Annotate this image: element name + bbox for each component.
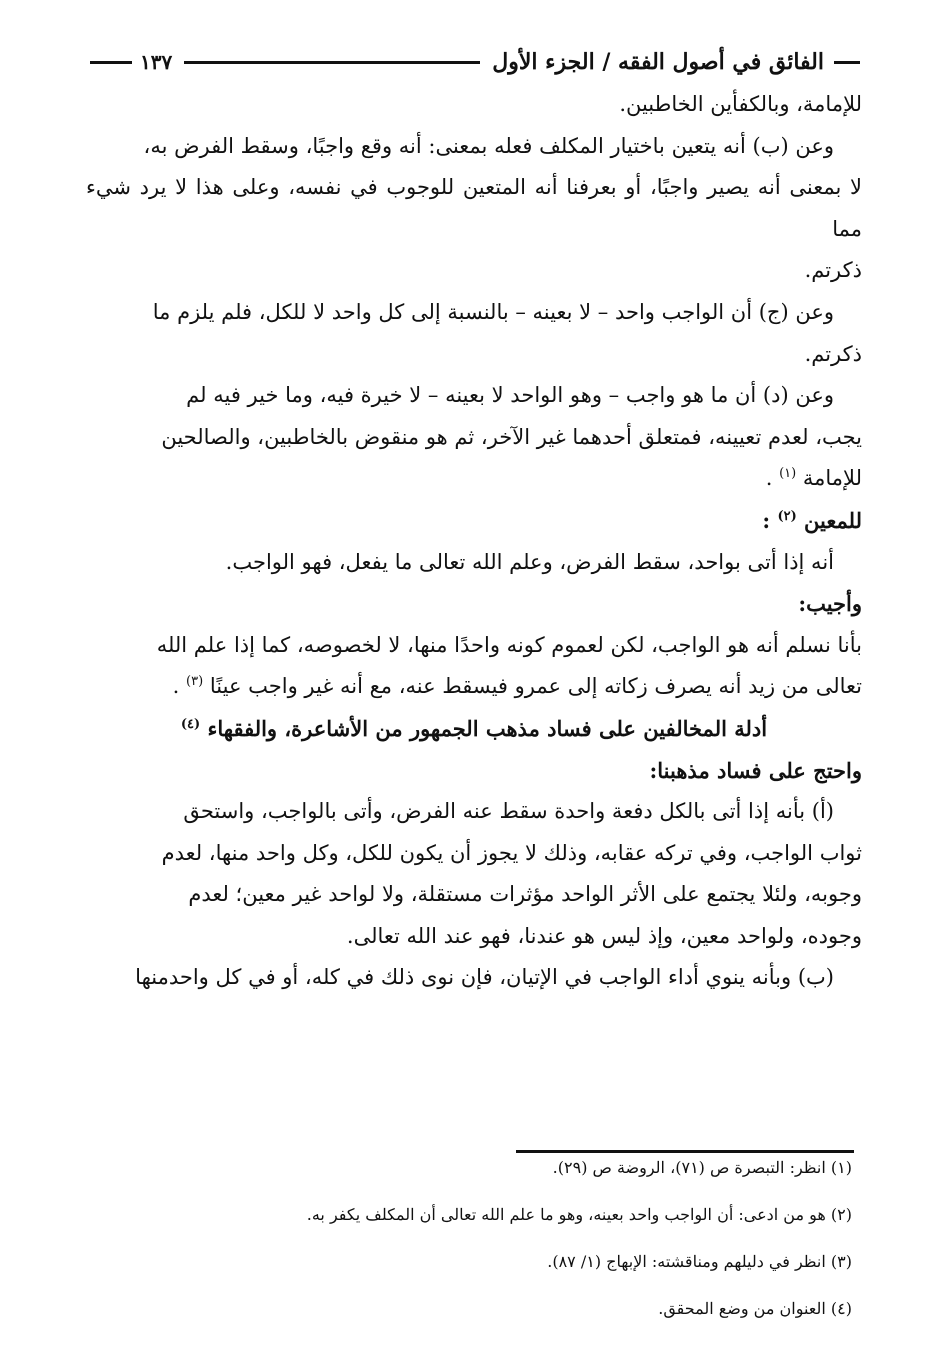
text-line [86,458,862,500]
text-line: وعن (ب) أنه يتعين باختيار المكلف فعله بمعنى: أنه وقع واجبًا، وسقط الفرض به، [143,133,834,158]
footnote-separator [516,1150,854,1153]
text-line: وجوده، ولواحد معين، وإذ ليس هو عندنا، فهو عند الله تعالى. [346,923,862,948]
text-line [86,500,862,542]
text-line: أنه إذا أتى بواحد، سقط الفرض، وعلم الله تعالى ما يفعل، فهو الواجب. [225,549,834,574]
text-line: (ب) وبأنه ينوي أداء الواجب في الإتيان، فإن نوى ذلك في كله، أو في كل واحدمنها [135,965,834,990]
section-heading [86,708,862,750]
section-label: وأجيب: [798,591,862,617]
text-line: بأنا نسلم أنه هو الواجب، لكن لعموم كونه واحدًا منها، لا لخصوصه، كما إذا علم الله [156,632,862,657]
text-line [86,666,862,708]
header-rule [834,61,860,64]
text-span: : [762,507,771,533]
text-line: لا بمعنى أنه يصير واجبًا، أو بعرفنا أنه المتعين للوجوب في نفسه، وعلى هذا لا يرد شيء مما [86,175,862,241]
footnote-marker: (٣) [186,674,204,690]
text-line: وعن (ج) أن الواجب واحد – لا بعينه – بالنسبة إلى كل واحد لا للكل، فلم يلزم ما [152,299,834,324]
footnote-marker: (١) [779,466,797,482]
footnote-marker: (٢) [777,508,797,524]
footnote: (١) انظر: التبصرة ص (٧١)، الروضة ص (٢٩). [552,1158,852,1177]
heading-text: أدلة المخالفين على فساد مذهب الجمهور من الأشاعرة، والفقهاء [207,715,768,741]
text-span: تعالى من زيد أنه يصرف زكاته إلى عمرو فيسقط عنه، مع أنه غير واجب عينًا [209,674,862,699]
text-line: وجوبه، ولئلا يجتمع على الأثر الواحد مؤثرات مستقلة، ولا لواحد غير معين؛ لعدم [188,882,862,907]
header-rule [184,61,480,64]
page-number: ١٣٧ [140,50,173,74]
section-label: واحتج على فساد مذهبنا: [649,757,862,783]
body-text [86,84,862,999]
footnote: (٢) هو من ادعى: أن الواجب واحد بعينه، وهو ما علم الله تعالى أن المكلف يكفر به. [306,1205,852,1224]
running-header [90,42,860,82]
text-span: للإمامة [802,466,862,491]
header-rule [90,61,132,64]
footnote: (٤) العنوان من وضع المحقق. [658,1299,852,1318]
text-line: ثواب الواجب، وفي تركه عقابه، وذلك لا يجوز أن يكون للكل، وكل واحد منها، لعدم [161,840,862,865]
text-line: (أ) بأنه إذا أتى بالكل دفعة واحدة سقط عنه الفرض، وأتى بالواجب، واستحق [183,799,834,824]
text-span: . [172,674,180,699]
section-label: للمعين [804,507,862,533]
header-title: الفائق في أصول الفقه / الجزء الأول [492,49,824,75]
text-line: للإمامة، وبالكفأين الخاطبين. [619,92,862,116]
footnote: (٣) انظر في دليلهم ومناقشته: الإبهاج (١/ ٨٧). [547,1252,852,1271]
text-line: يجب، لعدم تعيينه، فمتعلق أحدهما غير الآخر، ثم هو منقوض بالخاطبين، والصالحين [161,424,862,449]
text-span: . [765,466,773,491]
footnote-marker: (٤) [180,716,201,732]
text-line: ذكرتم. [804,341,862,366]
text-line: ذكرتم. [804,258,862,283]
text-line: وعن (د) أن ما هو واجب – وهو الواحد لا بعينه – لا خيرة فيه، وما خير فيه لم [186,383,834,408]
footnotes [90,1156,852,1344]
